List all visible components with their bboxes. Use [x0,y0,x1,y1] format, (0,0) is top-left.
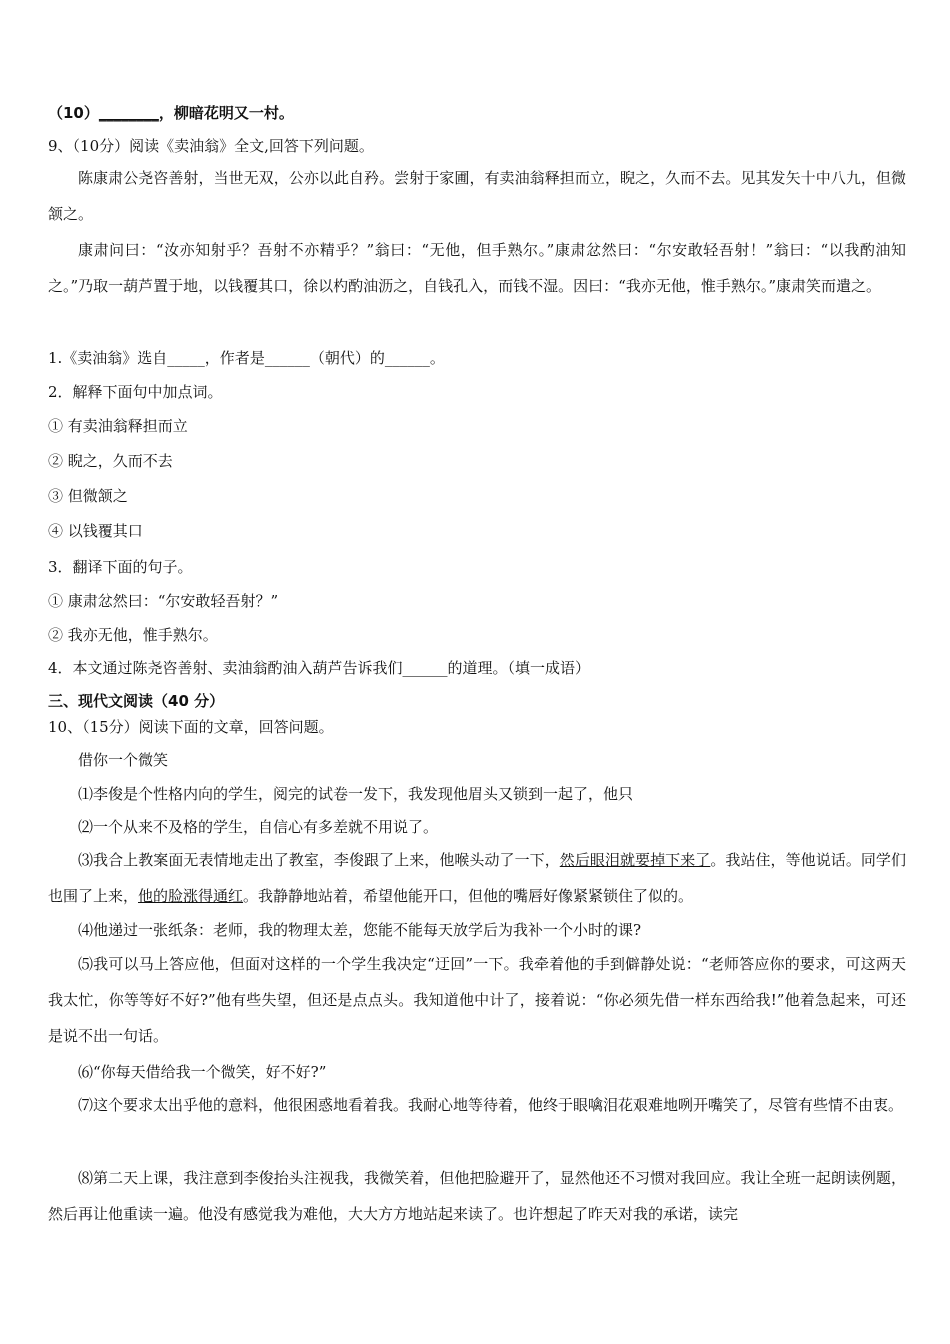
sub-question-2-item-c: ③ 但微颔之 [48,487,128,505]
question-9-header: 9、（10分）阅读《卖油翁》全文,回答下列问题。 [48,137,374,155]
item-10-prefix: （10） [48,104,99,122]
sub-question-3-item-a: ① 康肃忿然曰：“尔安敢轻吾射？” [48,592,279,610]
sub-question-2-item-a: ① 有卖油翁释担而立 [48,417,188,435]
article-paragraph-5: ⑸我可以马上答应他，但面对这样的一个学生我决定“迂回”一下。我牵着他的手到僻静处说：“老师答应你的要求，可这两天我太忙，你等等好不好?”他有些失望，但还是点点头。我知道他中计了，接着说：“你必须先借一样东西给我!”他着急起来，可还是说不出一句话。 [48,955,906,1045]
sub-question-2: 2．解释下面句中加点词。 [48,383,223,401]
sub-question-3-item-b: ② 我亦无他，惟手熟尔。 [48,626,218,644]
article-paragraph-1: ⑴李俊是个性格内向的学生，阅完的试卷一发下，我发现他眉头又锁到一起了，他只 [78,785,634,803]
article-paragraph-2: ⑵一个从来不及格的学生，自信心有多差就不用说了。 [78,818,439,836]
sub-question-1: 1.《卖油翁》选自_____，作者是______（朝代）的______。 [48,349,445,367]
article-paragraph-3 [48,842,906,914]
section-3-title: 三、现代文阅读（40 分） [48,692,225,710]
sub-question-2-item-d: ④ 以钱覆其口 [48,522,143,540]
paragraph-3-text-b: 。我站住，等他说话。同学们也围了上来， [48,851,906,905]
underlined-phrase-face: 他的脸涨得通红 [138,887,244,905]
article-paragraph-6: ⑹“你每天借给我一个微笑，好不好?” [78,1063,327,1081]
article-paragraph-4: ⑷他递过一张纸条：老师，我的物理太差，您能不能每天放学后为我补一个小时的课? [78,921,642,939]
article-title: 借你一个微笑 [78,751,169,769]
question-10-header: 10、（15分）阅读下面的文章，回答问题。 [48,718,334,736]
passage-paragraph-2: 康肃问曰：“汝亦知射乎？吾射不亦精乎？”翁曰：“无他，但手熟尔。”康肃忿然曰：“尔安敢轻吾射！”翁曰：“以我酌油知之。”乃取一葫芦置于地，以钱覆其口，徐以杓酌油沥之，自钱孔入，而钱不湿。因曰：“我亦无他，惟手熟尔。”康肃笑而遣之。 [48,241,906,295]
sub-question-2-item-b: ② 睨之，久而不去 [48,452,173,470]
paragraph-3-text-a: ⑶我合上教案面无表情地走出了教室，李俊跟了上来，他喉头动了一下， [78,851,560,869]
article-paragraph-8: ⑻第二天上课，我注意到李俊抬头注视我，我微笑着，但他把脸避开了，显然他还不习惯对我回应。我让全班一起朗读例题，然后再让他重读一遍。他没有感觉我为难他，大大方方地站起来读了。也许想起了昨天对我的承诺，读完 [48,1169,906,1223]
sub-question-4: 4．本文通过陈尧咨善射、卖油翁酌油入葫芦告诉我们______的道理。（填一成语） [48,659,591,677]
item-10-line [48,103,294,123]
article-paragraph-7: ⑺这个要求太出乎他的意料，他很困惑地看着我。我耐心地等待着，他终于眼噙泪花艰难地咧开嘴笑了，尽管有些情不由衷。 [78,1096,904,1114]
item-10-text: ，柳暗花明又一村。 [158,104,294,122]
passage-paragraph-1: 陈康肃公尧咨善射，当世无双，公亦以此自矜。尝射于家圃，有卖油翁释担而立，睨之，久而不去。见其发矢十中八九，但微颔之。 [48,169,906,223]
underlined-phrase-tears: 然后眼泪就要掉下来了 [559,851,711,869]
item-10-blank: ________ [98,104,159,122]
sub-question-3: 3．翻译下面的句子。 [48,558,193,576]
paragraph-3-text-c: 。我静静地站着，希望他能开口，但他的嘴唇好像紧紧锁住了似的。 [243,887,694,905]
